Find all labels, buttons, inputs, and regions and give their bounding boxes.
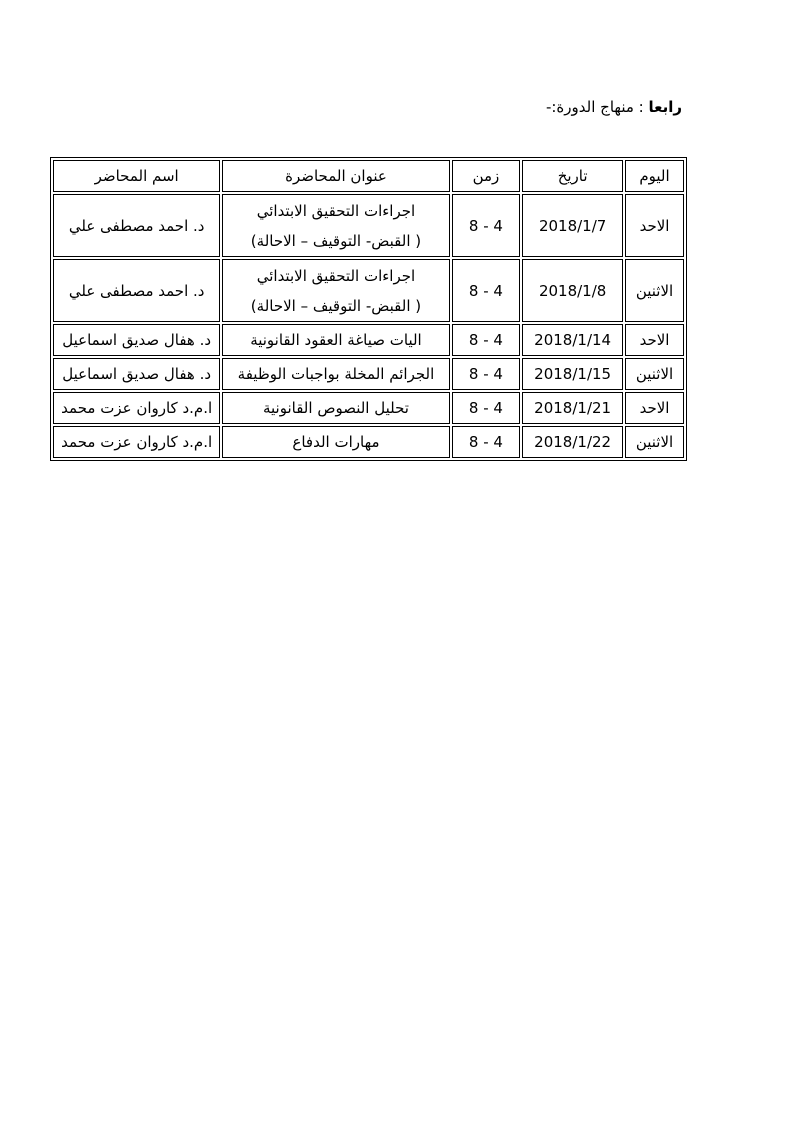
- table-row: [53, 358, 684, 390]
- cell-day: الاثنين: [625, 426, 684, 458]
- section-heading-text: : منهاج الدورة:-: [545, 98, 649, 116]
- course-schedule-table: [50, 157, 687, 461]
- cell-day: الاحد: [625, 392, 684, 424]
- cell-title: اليات صياغة العقود القانونية: [222, 324, 449, 356]
- cell-lecturer: ا.م.د كاروان عزت محمد: [53, 426, 220, 458]
- table-row: [53, 194, 684, 257]
- cell-time: 8 - 4: [452, 194, 521, 257]
- cell-time: 8 - 4: [452, 392, 521, 424]
- table-row: [53, 426, 684, 458]
- header-title: عنوان المحاضرة: [222, 160, 449, 192]
- cell-date: 2018/1/7: [522, 194, 623, 257]
- cell-date: 2018/1/14: [522, 324, 623, 356]
- cell-title-line1: اجراءات التحقيق الابتدائي: [256, 266, 416, 285]
- cell-lecturer: ا.م.د كاروان عزت محمد: [53, 392, 220, 424]
- cell-date: 2018/1/21: [522, 392, 623, 424]
- cell-time: 8 - 4: [452, 358, 521, 390]
- cell-title-line2: ( القبض- التوقيف – الاحالة): [250, 296, 422, 315]
- cell-date: 2018/1/22: [522, 426, 623, 458]
- cell-time: 8 - 4: [452, 324, 521, 356]
- table-row: [53, 392, 684, 424]
- header-lecturer: اسم المحاضر: [53, 160, 220, 192]
- header-date: تاريخ: [522, 160, 623, 192]
- cell-title-line1: اجراءات التحقيق الابتدائي: [256, 201, 416, 220]
- cell-date: 2018/1/15: [522, 358, 623, 390]
- header-time: زمن: [452, 160, 521, 192]
- cell-title: تحليل النصوص القانونية: [222, 392, 449, 424]
- cell-lecturer: د. احمد مصطفى علي: [53, 259, 220, 322]
- table-row: [53, 259, 684, 322]
- header-day: اليوم: [625, 160, 684, 192]
- cell-lecturer: د. احمد مصطفى علي: [53, 194, 220, 257]
- cell-title-line2: ( القبض- التوقيف – الاحالة): [250, 231, 422, 250]
- cell-day: الاحد: [625, 194, 684, 257]
- cell-lecturer: د. هفال صديق اسماعيل: [53, 358, 220, 390]
- cell-day: الاثنين: [625, 259, 684, 322]
- cell-lecturer: د. هفال صديق اسماعيل: [53, 324, 220, 356]
- cell-date: 2018/1/8: [522, 259, 623, 322]
- table-header-row: [53, 160, 684, 192]
- cell-title: الجرائم المخلة بواجبات الوظيفة: [222, 358, 449, 390]
- cell-day: الاثنين: [625, 358, 684, 390]
- table-row: [53, 324, 684, 356]
- cell-time: 8 - 4: [452, 259, 521, 322]
- section-heading-number: رابعا: [648, 98, 682, 116]
- cell-title: [222, 194, 449, 257]
- cell-time: 8 - 4: [452, 426, 521, 458]
- cell-title: [222, 259, 449, 322]
- section-heading: [546, 98, 682, 116]
- cell-title: مهارات الدفاع: [222, 426, 449, 458]
- cell-day: الاحد: [625, 324, 684, 356]
